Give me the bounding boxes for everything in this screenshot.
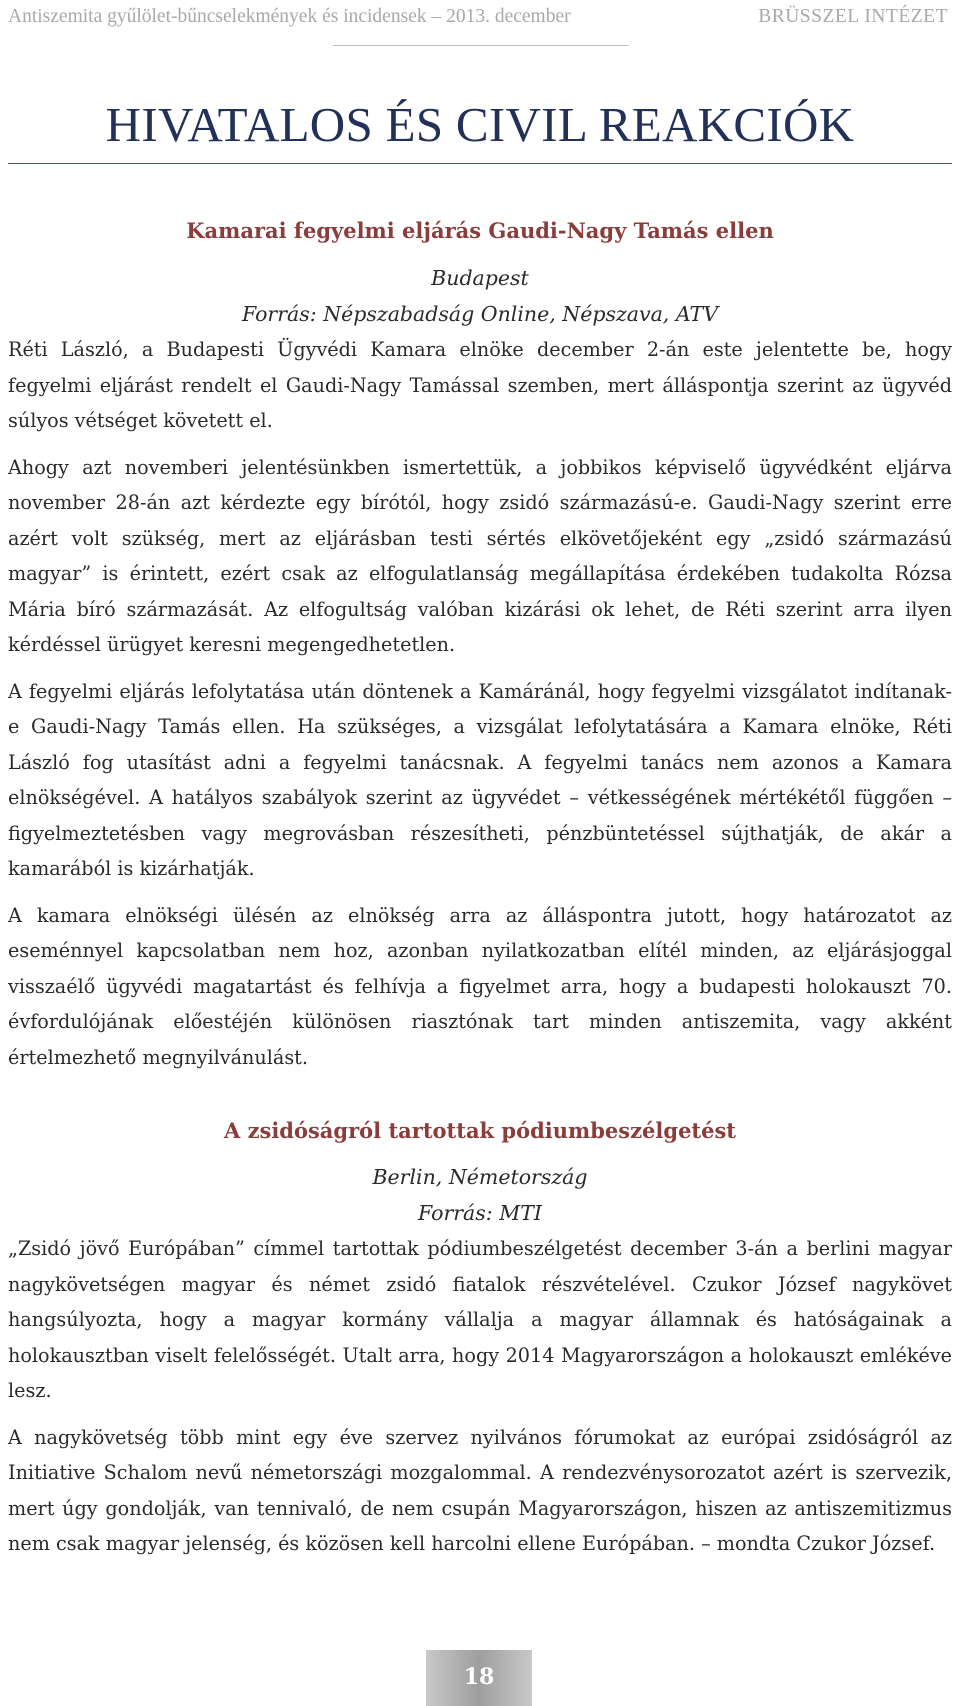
running-header-left: Antiszemita gyűlölet-bűncselekmények és incidensek – 2013. december bbox=[8, 6, 571, 27]
article-paragraph: Réti László, a Budapesti Ügyvédi Kamara elnöke december 2-án este jelentette be, hogy fegyelmi eljárást rendelt el Gaudi-Nagy Tamással szemben, mert álláspontja szerint az ügyvéd súlyos vétséget követett el. bbox=[8, 338, 952, 432]
page-content bbox=[8, 215, 952, 1562]
article-location: Berlin, Németország bbox=[372, 1165, 588, 1189]
article-podiumbeszelgetes bbox=[8, 1115, 952, 1562]
page-number-box bbox=[426, 1650, 532, 1706]
running-header bbox=[8, 6, 952, 32]
article-source: Forrás: MTI bbox=[418, 1201, 542, 1225]
title-divider bbox=[8, 163, 952, 164]
article-paragraph: A nagykövetség több mint egy éve szervez nyilvános fórumokat az európai zsidóságról az Initiative Schalom nevű németországi mozgalommal. A rendezvénysorozatot azért is szervezik, mert úgy gondolják, van tennivaló, de nem csupán Magyarországon, hiszen az antiszemitizmus nem csak magyar jelenség, és közösen kell harcolni ellene Európában. – mondta Czukor József. bbox=[8, 1425, 952, 1555]
article-source: Forrás: Népszabadság Online, Népszava, ATV bbox=[241, 302, 718, 326]
page-number: 18 bbox=[463, 1664, 495, 1690]
article-location: Budapest bbox=[431, 266, 529, 290]
article-paragraph: A kamara elnökségi ülésén az elnökség arra az álláspontra jutott, hogy határozatot az eseménnyel kapcsolatban nem hoz, azonban nyilatkozatban elítél minden, az eljárásjoggal visszaélő ügyvédi magatartást és felhívja a figyelmet arra, hogy a budapesti holokauszt 70. évfordulójának előestéjén különösen riasztónak tart minden antiszemita, vagy akként értelmezhető megnyilvánulást. bbox=[8, 903, 952, 1069]
article-heading: Kamarai fegyelmi eljárás Gaudi-Nagy Tamás ellen bbox=[186, 218, 774, 243]
article-heading: A zsidóságról tartottak pódiumbeszélgetést bbox=[223, 1118, 737, 1143]
article-paragraph: „Zsidó jövő Európában” címmel tartottak pódiumbeszélgetést december 3-án a berlini magyar nagykövetségen magyar és német zsidó fiatalok részvételével. Czukor József nagykövet hangsúlyozta, hogy a magyar kormány vállalja a magyar államnak és hatóságainak a holokausztban viselt felelősségét. Utalt arra, hogy 2014 Magyarországon a holokauszt emlékéve lesz. bbox=[8, 1237, 952, 1402]
article-paragraph: A fegyelmi eljárás lefolytatása után döntenek a Kamáránál, hogy fegyelmi vizsgálatot indítanak-e Gaudi-Nagy Tamás ellen. Ha szükséges, a vizsgálat lefolytatására a Kamara elnöke, Réti László fog utasítást adni a fegyelmi tanácsnak. A fegyelmi tanács nem azonos a Kamara elnökségével. A hatályos szabályok szerint az ügyvédet – vétkességének mértékétől függően – figyelmeztetésben vagy megrovásban részesítheti, pénzbüntetéssel sújthatják, de akár a kamarából is kizárhatják. bbox=[8, 679, 952, 880]
running-header-right: BRÜSSZEL INTÉZET bbox=[758, 6, 948, 27]
page-title: HIVATALOS ÉS CIVIL REAKCIÓK bbox=[105, 97, 855, 152]
header-divider bbox=[333, 45, 629, 46]
article-kamarai-fegyelmi bbox=[8, 215, 952, 1075]
article-paragraph: Ahogy azt novemberi jelentésünkben ismertettük, a jobbikos képviselő ügyvédként eljárva november 28-án azt kérdezte egy bírótól, hogy zsidó származású-e. Gaudi-Nagy szerint erre azért volt szükség, mert az eljárásban testi sértés elkövetőjeként egy „zsidó származású magyar” is érintett, ezért csak az elfogulatlanság megállapítása érdekében tudakolta Rózsa Mária bíró származását. Az elfogultság valóban kizárási ok lehet, de Réti szerint arra ilyen kérdéssel ürügyet keresni megengedhetetlen. bbox=[8, 455, 952, 656]
